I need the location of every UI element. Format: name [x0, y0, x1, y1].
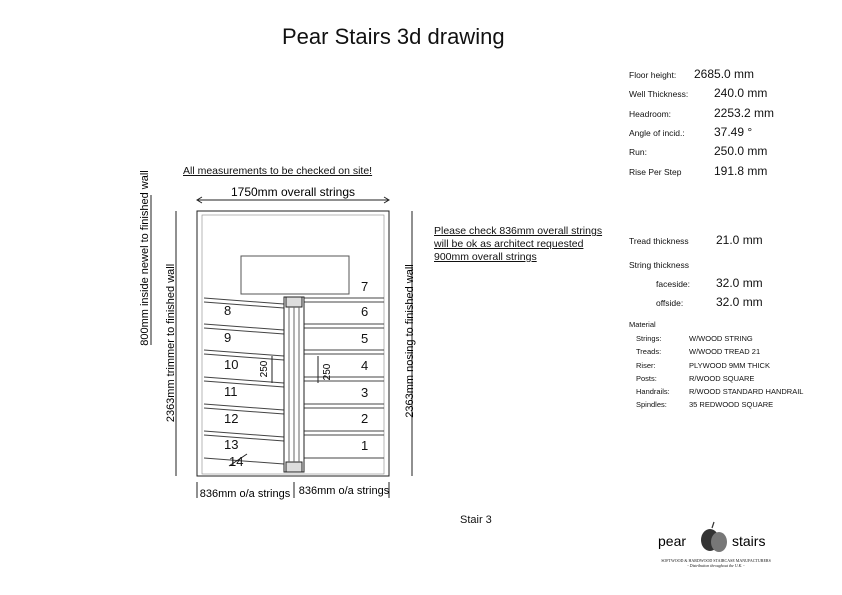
headroom-value: 2253.2 mm	[714, 106, 775, 120]
step-number: 1	[361, 438, 369, 453]
logo-tagline-2: - Distribution throughout the U.K. -	[687, 563, 745, 568]
material-label-riser: Riser:	[636, 361, 656, 370]
pear-logo-icon	[656, 518, 776, 558]
left-step-numbers	[224, 303, 243, 469]
step-number: 8	[224, 303, 232, 318]
material-label-handrails: Handrails:	[636, 387, 670, 396]
step-number: 12	[224, 411, 239, 426]
floor-height-value: 2685.0 mm	[694, 67, 755, 81]
angle-label: Angle of incid.:	[629, 128, 685, 138]
material-value-handrails: R/WOOD STANDARD HANDRAIL	[689, 387, 804, 396]
check-site-note: All measurements to be checked on site!	[183, 165, 373, 177]
material-value-treads: W/WOOD TREAD 21	[689, 347, 761, 356]
material-label-strings: Strings:	[636, 334, 662, 343]
left-inner-dim-label: 2363mm trimmer to finished wall	[165, 263, 177, 423]
step-number: 4	[361, 358, 369, 373]
overall-strings-label: 1750mm overall strings	[230, 185, 356, 199]
material-label-spindles: Spindles:	[636, 400, 667, 409]
right-treads	[304, 298, 384, 458]
logo-word-right: stairs	[732, 533, 766, 549]
step-number: 10	[224, 357, 239, 372]
right-dim-label: 2363mm nosing to finished wall	[404, 264, 416, 418]
logo-tagline-1: SOFTWOOD & HARDWOOD STAIRCASE MANUFACTURERS	[661, 558, 771, 563]
material-value-spindles: 35 REDWOOD SQUARE	[689, 400, 774, 409]
tread-thickness-value: 21.0 mm	[716, 233, 763, 247]
step-number: 9	[224, 330, 232, 345]
company-logo	[656, 518, 776, 574]
tread-thickness-label: Tread thickness	[629, 236, 689, 246]
headroom-label: Headroom:	[629, 109, 672, 119]
right-step-numbers	[361, 279, 368, 453]
run-label: Run:	[629, 147, 647, 157]
bottom-right-dim-label: 836mm o/a strings	[298, 485, 390, 497]
material-label-posts: Posts:	[636, 374, 657, 383]
top-newel-post	[286, 297, 302, 307]
rise-label: Rise Per Step	[629, 167, 682, 177]
offside-label: offside:	[656, 298, 684, 308]
architect-note-line1: Please check 836mm overall strings	[434, 225, 603, 237]
well-thickness-value: 240.0 mm	[714, 86, 768, 100]
bottom-left-dim-label: 836mm o/a strings	[199, 488, 291, 500]
architect-note-line3: 900mm overall strings	[434, 251, 537, 263]
landing	[241, 256, 349, 294]
run-value: 250.0 mm	[714, 144, 768, 158]
architect-note-line2: will be ok as architect requested	[434, 238, 584, 250]
material-heading: Material	[629, 320, 656, 329]
step-number: 7	[361, 279, 369, 294]
step-number: 3	[361, 385, 369, 400]
bottom-newel-post	[286, 462, 302, 472]
going-left-label: 250	[259, 360, 270, 378]
step-number: 11	[224, 384, 238, 399]
going-right-label: 250	[322, 363, 333, 381]
material-value-riser: PLYWOOD 9MM THICK	[689, 361, 770, 370]
faceside-value: 32.0 mm	[716, 276, 763, 290]
faceside-label: faceside:	[656, 279, 691, 289]
step-number: 2	[361, 411, 369, 426]
material-value-posts: R/WOOD SQUARE	[689, 374, 755, 383]
logo-word-left: pear	[658, 533, 687, 549]
step-number: 5	[361, 331, 369, 346]
material-label-treads: Treads:	[636, 347, 662, 356]
left-outer-dim-label: 800mm inside newel to finished wall	[139, 170, 151, 346]
string-thickness-label: String thickness	[629, 260, 689, 270]
stair-label: Stair 3	[460, 514, 492, 526]
offside-value: 32.0 mm	[716, 295, 763, 309]
step-number: 13	[224, 437, 239, 452]
rise-value: 191.8 mm	[714, 164, 768, 178]
well-thickness-label: Well Thickness:	[629, 89, 689, 99]
material-value-strings: W/WOOD STRING	[689, 334, 753, 343]
angle-value: 37.49 °	[714, 125, 753, 139]
step-number: 14	[229, 454, 244, 469]
step-number: 6	[361, 304, 369, 319]
page-title: Pear Stairs 3d drawing	[282, 24, 505, 49]
floor-height-label: Floor height:	[629, 70, 677, 80]
